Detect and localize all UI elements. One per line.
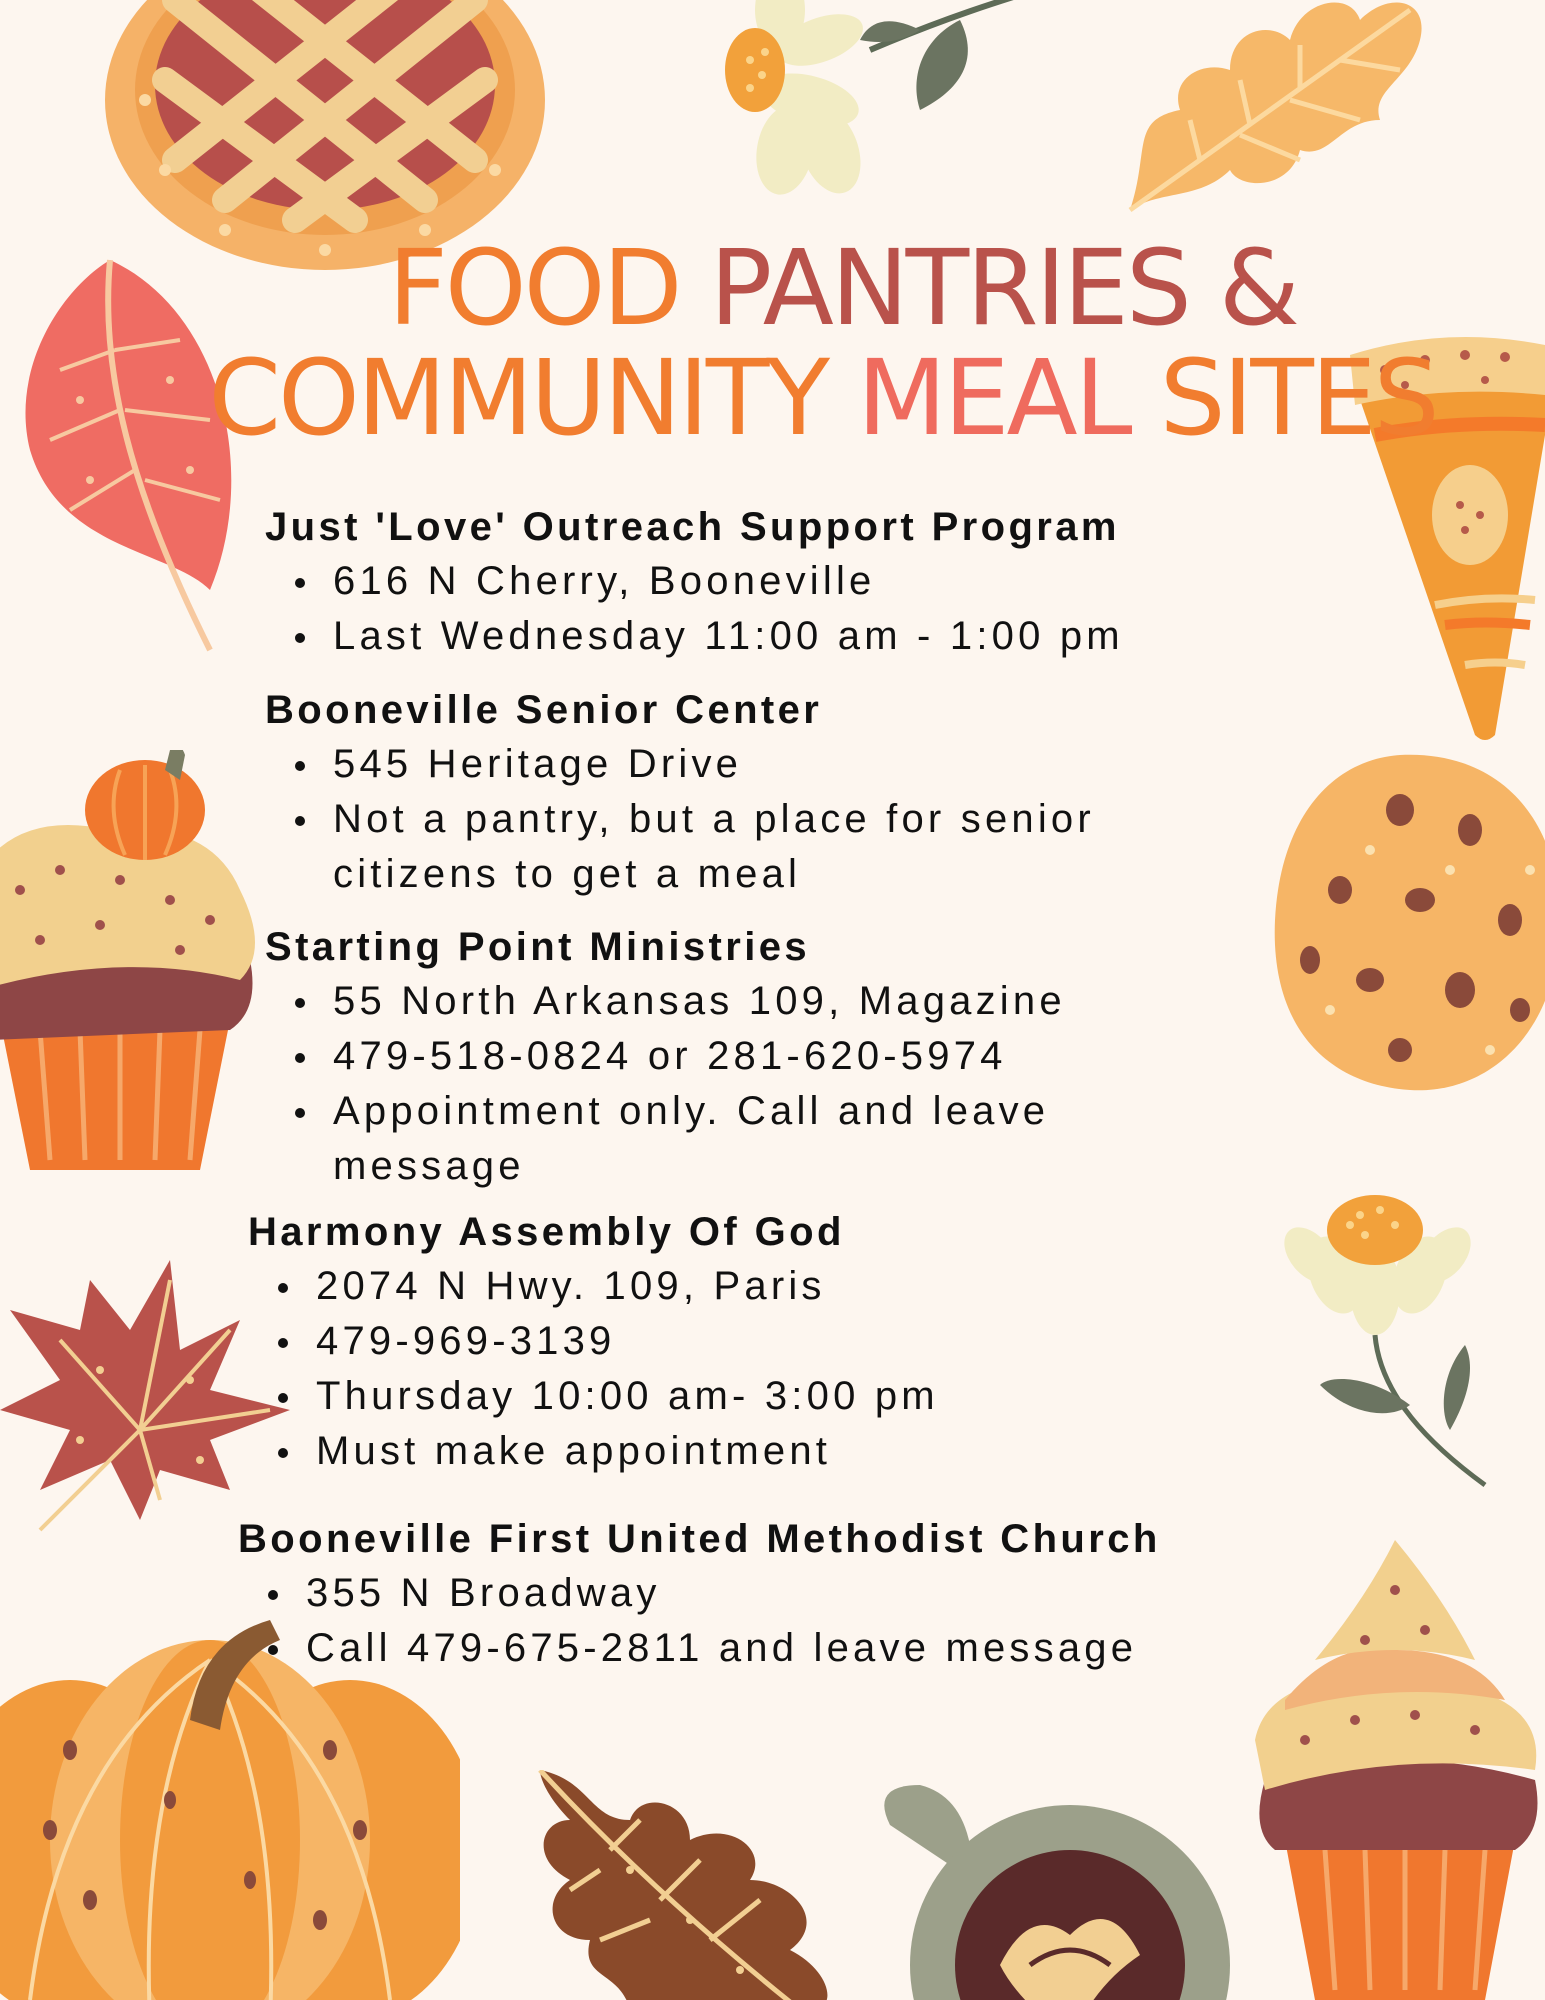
oak-leaf-icon <box>530 1770 850 2000</box>
list-item: Last Wednesday 11:00 am - 1:00 pm <box>333 609 1124 664</box>
title-word: FOOD <box>387 227 680 349</box>
list-item-line: Not a pantry, but a place for senior <box>333 797 1095 841</box>
list-item: 479-518-0824 or 281-620-5974 <box>333 1029 1066 1084</box>
title-word: MEAL <box>857 337 1130 459</box>
site-name: Just 'Love' Outreach Support Program <box>265 505 1120 549</box>
site-name: Booneville Senior Center <box>265 688 823 732</box>
page-title-line-2 <box>0 337 1545 459</box>
list-item: 545 Heritage Drive <box>333 737 1095 792</box>
list-item: Thursday 10:00 am- 3:00 pm <box>316 1369 939 1424</box>
site-details <box>265 737 1095 902</box>
list-item: 479-969-3139 <box>316 1314 939 1369</box>
site-starting-point <box>265 920 1066 1194</box>
site-details <box>265 974 1066 1194</box>
cookie-icon <box>1270 750 1545 1095</box>
site-name: Harmony Assembly Of God <box>248 1210 845 1254</box>
site-harmony-assembly <box>248 1205 939 1479</box>
list-item: Must make appointment <box>316 1424 939 1479</box>
title-word: SITES <box>1159 337 1437 459</box>
list-item-line: citizens to get a meal <box>333 852 802 896</box>
list-item-line: message <box>333 1144 525 1188</box>
list-item: 616 N Cherry, Booneville <box>333 554 1124 609</box>
list-item <box>333 1084 1066 1194</box>
site-just-love <box>265 500 1124 664</box>
cupcake-icon <box>1245 1540 1545 2000</box>
title-word: COMMUNITY <box>208 337 827 459</box>
site-senior-center <box>265 683 1095 902</box>
list-item: 355 N Broadway <box>306 1566 1161 1621</box>
cupcake-icon <box>0 750 280 1170</box>
site-details <box>265 554 1124 664</box>
oak-leaf-icon <box>1110 0 1450 230</box>
list-item-line: Appointment only. Call and leave <box>333 1089 1050 1133</box>
site-first-united-methodist <box>238 1512 1161 1676</box>
daisy-icon <box>1280 1195 1510 1495</box>
list-item: 55 North Arkansas 109, Magazine <box>333 974 1066 1029</box>
coffee-cup-icon <box>870 1785 1230 2000</box>
list-item <box>333 792 1095 902</box>
page-title-line-1 <box>0 227 1545 349</box>
title-word: PANTRIES & <box>709 227 1298 349</box>
site-details <box>248 1259 939 1479</box>
site-name: Booneville First United Methodist Church <box>238 1517 1161 1561</box>
list-item: Call 479-675-2811 and leave message <box>306 1621 1161 1676</box>
site-name: Starting Point Ministries <box>265 925 811 969</box>
list-item: 2074 N Hwy. 109, Paris <box>316 1259 939 1314</box>
daisy-icon <box>720 0 1080 220</box>
site-details <box>238 1566 1161 1676</box>
